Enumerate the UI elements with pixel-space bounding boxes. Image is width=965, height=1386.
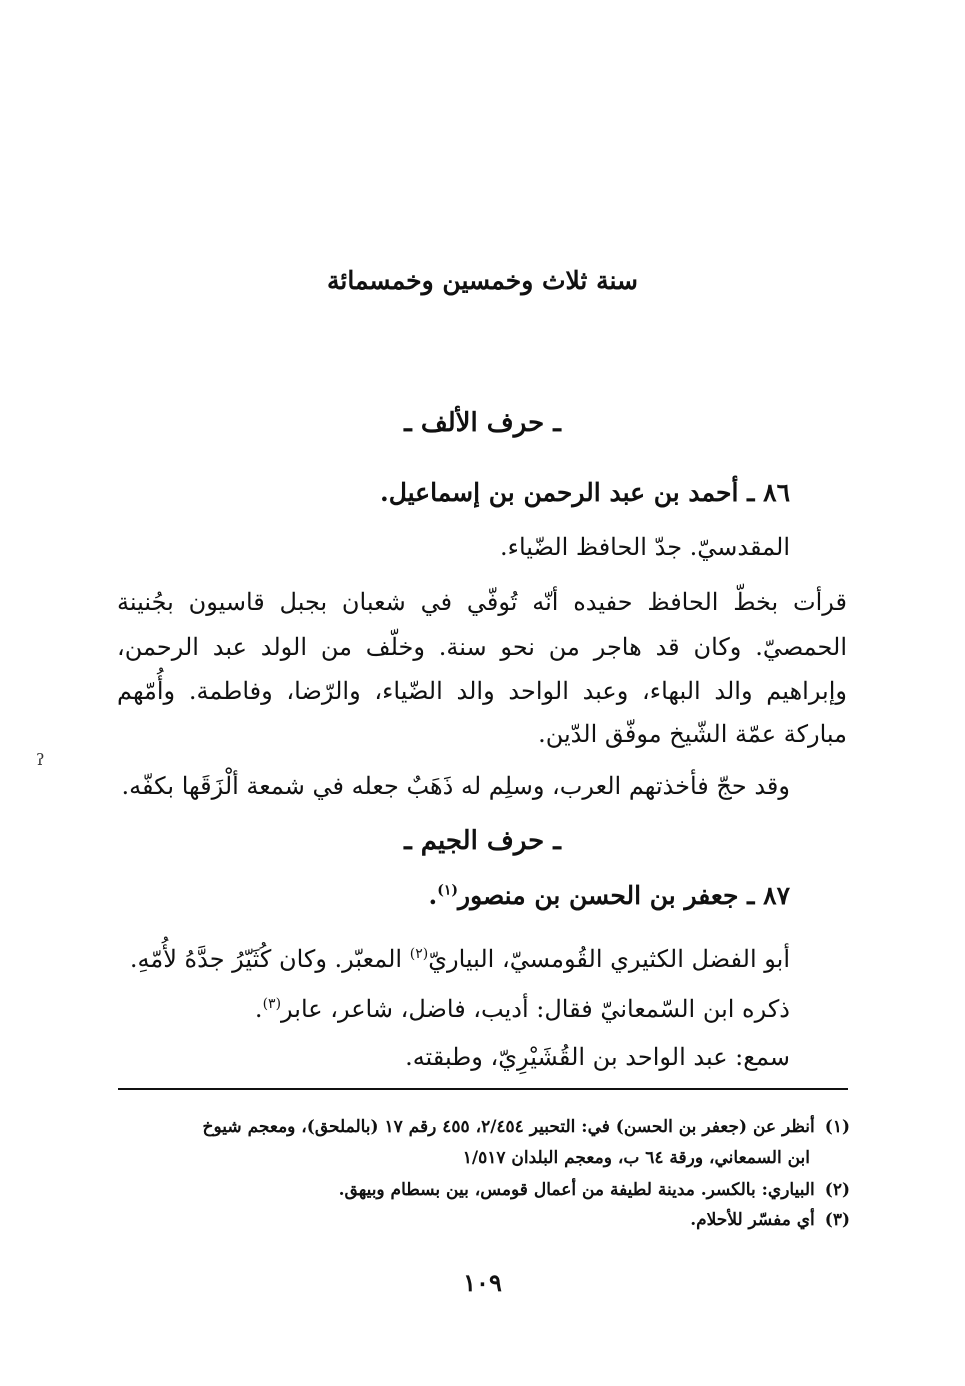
section-heading-jim: ـ حرف الجيم ـ (404, 826, 561, 856)
entry-87-line-part: . (254, 995, 263, 1023)
entry-87-title (429, 881, 790, 910)
footnote-text: أي مفسّر للأحلام. (690, 1210, 815, 1230)
entry-86-paragraph-line: وإبراهيم والد البهاء، وعبد الواحد والد الضّياء، والرّضا، وفاطمة. وأُمّهم (117, 677, 847, 705)
entry-87-line (130, 945, 790, 973)
footnote-separator (118, 1088, 848, 1090)
page-number: ١٠٩ (463, 1268, 502, 1297)
entry-87-title-end: . (428, 881, 438, 910)
entry-87-line (255, 995, 790, 1023)
footnote-text: أنظر عن (جعفر بن الحسن) في: التحبير ٢/٤٥٤، ٤٥٥ رقم ١٧ (بالملحق)، ومعجم شيوخ (202, 1117, 815, 1137)
footnote-2 (339, 1180, 850, 1200)
entry-86-hajj-line: وقد حجّ فأخذتهم العرب، وسلِم له ذَهَبٌ جعله في شمعة ألْزَقَها بكفّه. (121, 772, 790, 800)
footnote-3 (690, 1210, 850, 1230)
entry-87-line: سمع: عبد الواحد بن القُشَيْرِيّ، وطبقته. (405, 1043, 790, 1071)
footnote-number: (١) (824, 1117, 850, 1137)
margin-pencil-mark: ʔ (36, 750, 45, 769)
entry-86-paragraph-line: الحمصيّ. وكان قد هاجر من نحو سنة. وخلّف من الولد عبد الرحمن، (117, 633, 848, 661)
entry-86-title: ٨٦ ـ أحمد بن عبد الرحمن بن إسماعيل. (379, 478, 790, 507)
footnote-ref-2: (٢) (409, 946, 429, 962)
footnote-ref-1: (١) (437, 882, 459, 899)
entry-86-paragraph-line: مباركة عمّة الشّيخ موفّق الدّين. (538, 720, 847, 748)
entry-87-line-part: أبو الفضل الكثيري القُومسيّ، البياريّ (428, 945, 790, 973)
entry-87-line-part: المعبّر. وكان كُثَيّرُ جدَّهُ لأُمّهِ. (129, 945, 410, 973)
entry-86-line: المقدسيّ. جدّ الحافظ الضّياء. (500, 533, 790, 561)
section-heading-alif: ـ حرف الألف ـ (404, 408, 561, 438)
entry-87-title-text: ٨٧ ـ جعفر بن الحسن بن منصور (458, 881, 790, 910)
year-title: سنة ثلاث وخمسين وخمسمائة (327, 266, 638, 295)
entry-87-line-part: ذكره ابن السّمعانيّ فقال: أديب، فاضل، شاعر، عابر (281, 995, 790, 1023)
entry-86-paragraph-line: قرأت بخطّ الحافظ حفيده أنّه تُوفّي في شعبان بجبل قاسيون بجُنينة (117, 588, 847, 616)
footnote-1 (203, 1117, 850, 1137)
footnote-1-continuation: ابن السمعاني، ورقة ٦٤ ب، ومعجم البلدان ١/٥١٧ (462, 1148, 810, 1168)
footnote-text: البياري: بالكسر. مدينة لطيفة من أعمال قومس، بين بسطام وبيهق. (338, 1180, 815, 1200)
footnote-number: (٣) (824, 1210, 850, 1230)
footnote-ref-3: (٣) (262, 996, 282, 1012)
footnote-number: (٢) (824, 1180, 850, 1200)
